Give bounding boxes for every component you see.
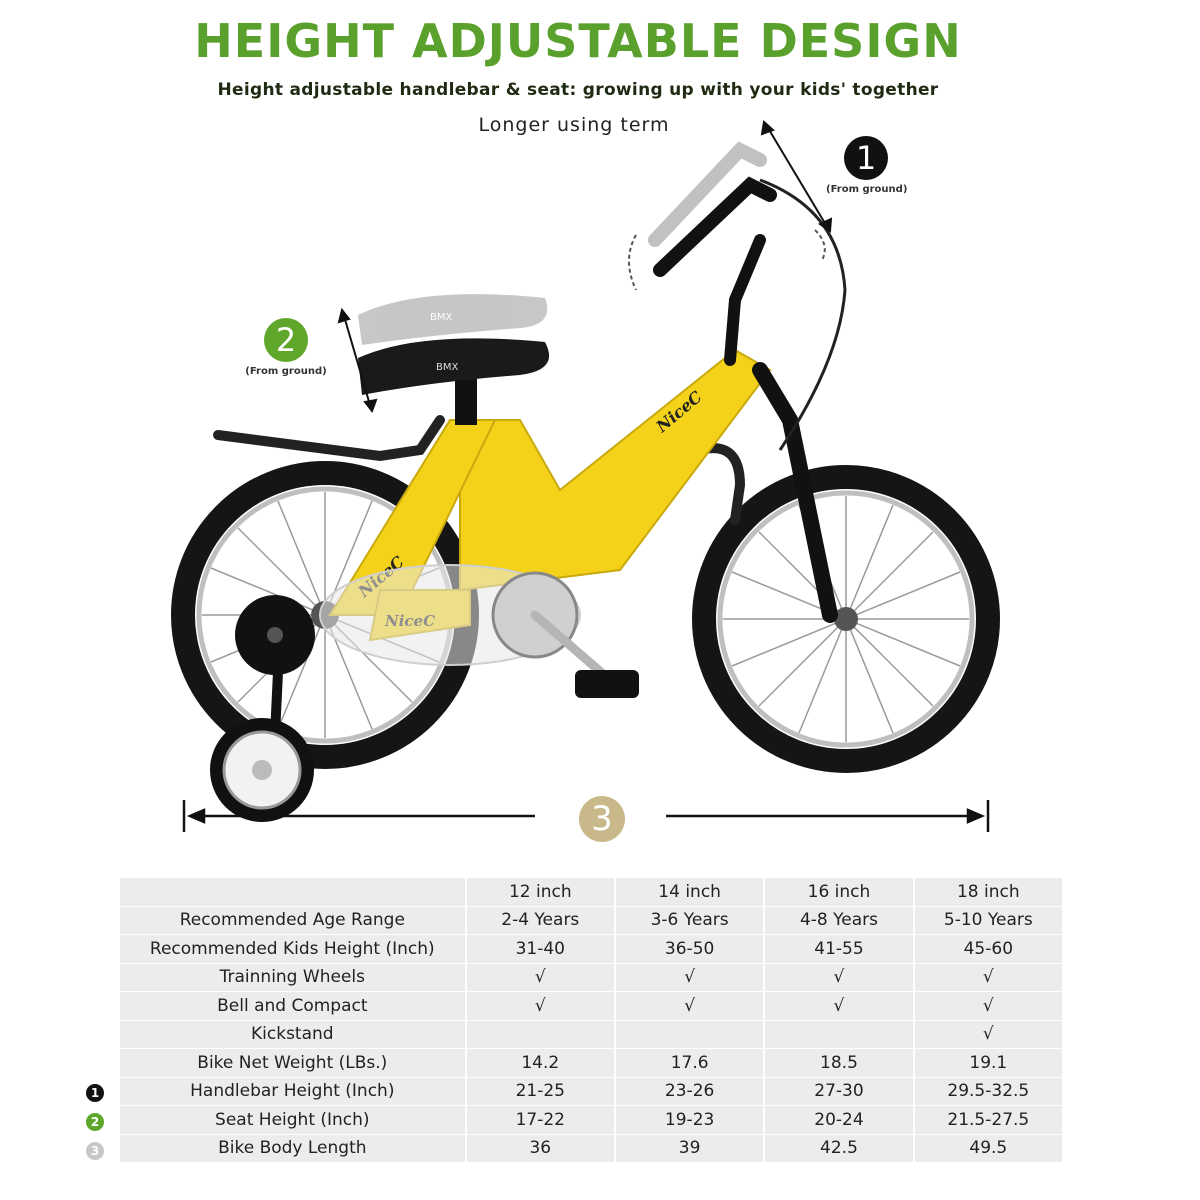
table-header-cell	[120, 878, 466, 906]
table-row	[120, 935, 1062, 964]
table-cell: 27-30	[764, 1077, 913, 1106]
saddle-ghost	[358, 294, 547, 345]
table-cell: 3-6 Years	[615, 906, 764, 935]
table-cell: 42.5	[764, 1134, 913, 1163]
table-cell: √	[466, 992, 615, 1021]
table-header-row	[120, 878, 1062, 906]
badge-2: 2	[264, 318, 308, 362]
table-cell: 29.5-32.5	[914, 1077, 1062, 1106]
table-cell: 23-26	[615, 1077, 764, 1106]
table-cell: 39	[615, 1134, 764, 1163]
row-label: Seat Height (Inch)	[120, 1106, 466, 1135]
table-cell: 49.5	[914, 1134, 1062, 1163]
table-cell	[466, 1020, 615, 1049]
table-row	[120, 1106, 1062, 1135]
table-cell: 21-25	[466, 1077, 615, 1106]
table-header-cell: 18 inch	[914, 878, 1062, 906]
table-cell: 36	[466, 1134, 615, 1163]
row-label: Bell and Compact	[120, 992, 466, 1021]
table-cell: 19-23	[615, 1106, 764, 1135]
svg-text:BMX: BMX	[436, 362, 459, 373]
badge-3: 3	[579, 796, 625, 842]
table-header-cell: 12 inch	[466, 878, 615, 906]
page-title: HEIGHT ADJUSTABLE DESIGN	[194, 14, 962, 68]
table-cell: 20-24	[764, 1106, 913, 1135]
table-cell	[615, 1020, 764, 1049]
table-cell: 18.5	[764, 1049, 913, 1078]
spec-table	[120, 878, 1062, 1163]
callout-handlebar-note: (From ground)	[826, 184, 908, 195]
row-marker-3: 3	[86, 1142, 104, 1160]
table-cell: √	[615, 992, 764, 1021]
table-cell: 17-22	[466, 1106, 615, 1135]
table-cell: 36-50	[615, 935, 764, 964]
svg-text:BMX: BMX	[430, 312, 453, 323]
tagline: Longer using term	[478, 114, 670, 136]
table-cell: √	[914, 1020, 1062, 1049]
table-cell: 45-60	[914, 935, 1062, 964]
table-row	[120, 906, 1062, 935]
table-cell: 2-4 Years	[466, 906, 615, 935]
table-cell: 17.6	[615, 1049, 764, 1078]
pedal	[575, 670, 639, 698]
table-row	[120, 1049, 1062, 1078]
callout-length	[578, 796, 626, 842]
front-wheel	[704, 477, 988, 761]
table-row	[120, 1020, 1062, 1049]
row-label: Kickstand	[120, 1020, 466, 1049]
table-cell: 41-55	[764, 935, 913, 964]
front-fender	[700, 448, 740, 520]
table-row	[120, 1134, 1062, 1163]
row-marker-1: 1	[86, 1084, 104, 1102]
callout-seat-note: (From ground)	[245, 366, 327, 377]
table-cell: 14.2	[466, 1049, 615, 1078]
table-header-cell: 14 inch	[615, 878, 764, 906]
rear-fender	[218, 420, 440, 456]
table-cell: √	[764, 963, 913, 992]
row-label: Handlebar Height (Inch)	[120, 1077, 466, 1106]
table-header-cell: 16 inch	[764, 878, 913, 906]
row-label: Bike Body Length	[120, 1134, 466, 1163]
row-marker-2: 2	[86, 1113, 104, 1131]
row-label: Bike Net Weight (LBs.)	[120, 1049, 466, 1078]
row-label: Trainning Wheels	[120, 963, 466, 992]
callout-handlebar	[826, 136, 906, 195]
row-label: Recommended Age Range	[120, 906, 466, 935]
table-cell: √	[466, 963, 615, 992]
table-cell: 5-10 Years	[914, 906, 1062, 935]
table-cell: √	[764, 992, 913, 1021]
table-cell: √	[615, 963, 764, 992]
saddle	[358, 338, 549, 395]
svg-text:NiceC: NiceC	[652, 387, 706, 437]
badge-1: 1	[844, 136, 888, 180]
table-cell	[764, 1020, 913, 1049]
table-row	[120, 963, 1062, 992]
page-subtitle: Height adjustable handlebar & seat: growing up with your kids' together	[217, 80, 939, 100]
table-cell: √	[914, 963, 1062, 992]
bike-illustration	[0, 120, 1200, 840]
callout-seat	[244, 318, 328, 377]
table-cell: 19.1	[914, 1049, 1062, 1078]
table-cell: √	[914, 992, 1062, 1021]
handlebar-height-arrow	[762, 122, 831, 231]
table-cell: 4-8 Years	[764, 906, 913, 935]
table-cell: 31-40	[466, 935, 615, 964]
row-label: Recommended Kids Height (Inch)	[120, 935, 466, 964]
table-row	[120, 992, 1062, 1021]
table-row	[120, 1077, 1062, 1106]
table-cell: 21.5-27.5	[914, 1106, 1062, 1135]
